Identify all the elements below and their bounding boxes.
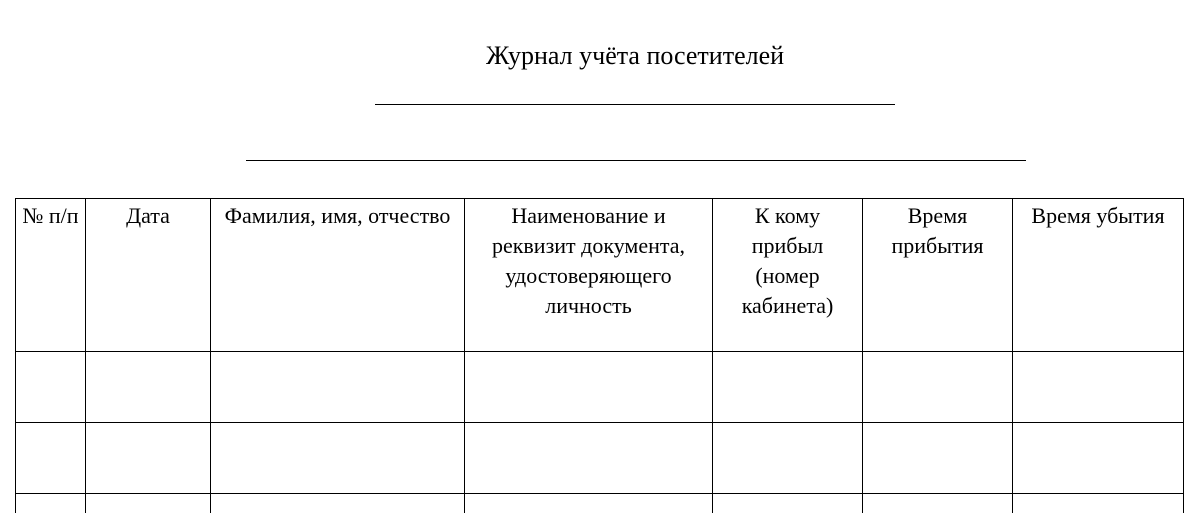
table-cell — [211, 352, 465, 423]
table-cell — [86, 423, 211, 494]
table-cell — [16, 423, 86, 494]
table-cell — [863, 423, 1013, 494]
table-cell — [863, 352, 1013, 423]
table-cell — [86, 352, 211, 423]
table-row — [16, 494, 1184, 513]
table-header-row — [16, 199, 1184, 352]
blank-line-organization — [375, 104, 895, 105]
document-title: Журнал учёта посетителей — [485, 41, 785, 70]
table-cell — [713, 423, 863, 494]
table-cell — [211, 423, 465, 494]
table-cell — [1013, 494, 1184, 513]
table-cell — [16, 352, 86, 423]
table-cell — [713, 352, 863, 423]
visitors-log-table — [15, 198, 1184, 513]
column-header-visiting-whom: К кому прибыл (номер кабинета) — [713, 199, 863, 352]
table-cell — [465, 352, 713, 423]
column-header-full-name: Фамилия, имя, отчество — [211, 199, 465, 352]
table-cell — [1013, 352, 1184, 423]
column-header-departure-time: Время убытия — [1013, 199, 1184, 352]
column-header-arrival-time: Время прибытия — [863, 199, 1013, 352]
table-cell — [465, 494, 713, 513]
column-header-date: Дата — [86, 199, 211, 352]
column-header-id-document: Наименование и реквизит документа, удостоверяющего личность — [465, 199, 713, 352]
table-cell — [211, 494, 465, 513]
table-cell — [1013, 423, 1184, 494]
table-cell — [465, 423, 713, 494]
column-header-number: № п/п — [16, 199, 86, 352]
table-cell — [863, 494, 1013, 513]
table-cell — [713, 494, 863, 513]
table-cell — [16, 494, 86, 513]
table-row — [16, 423, 1184, 494]
blank-line-address — [246, 160, 1026, 161]
table-cell — [86, 494, 211, 513]
table-row — [16, 352, 1184, 423]
